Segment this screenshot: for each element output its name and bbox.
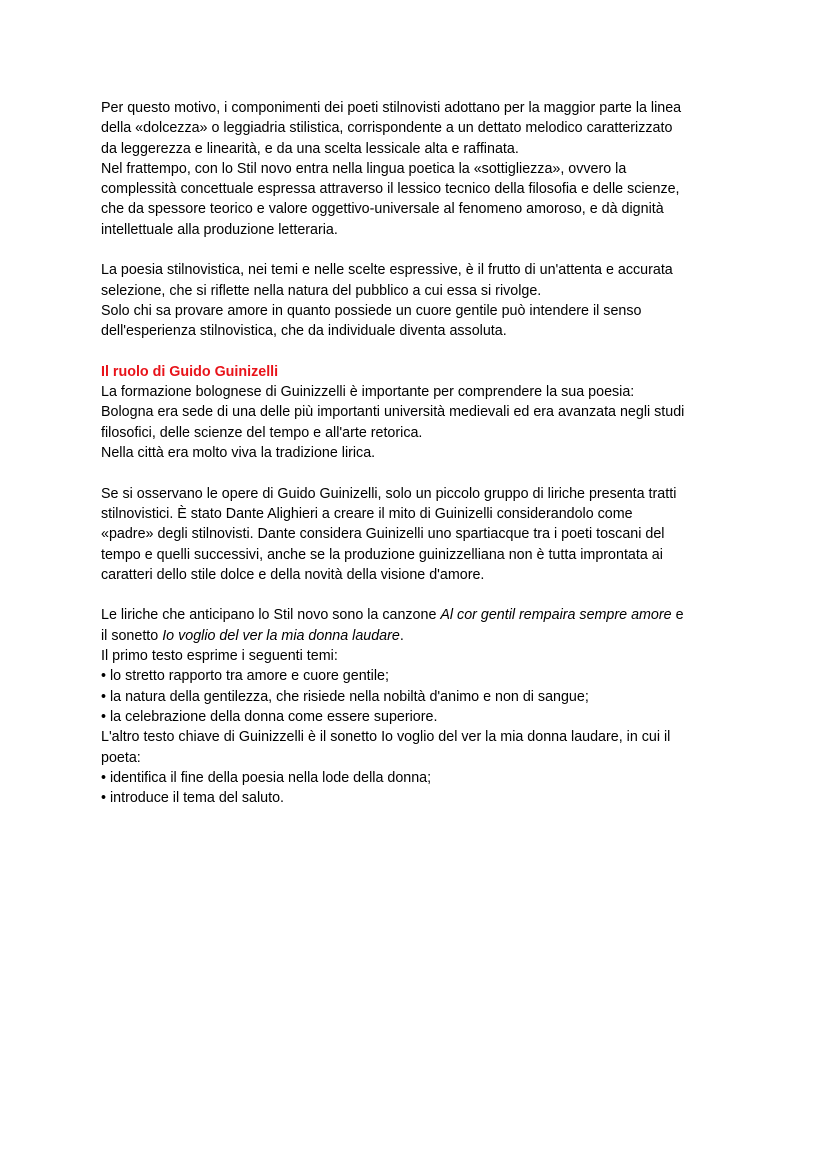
list-intro: Il primo testo esprime i seguenti temi: — [101, 648, 338, 665]
bullet-list-poeta — [101, 768, 741, 809]
paragraph-spacer — [101, 240, 741, 260]
text-line: stilnovistici. È stato Dante Alighieri a creare il mito di Guinizelli considerandolo come — [101, 505, 633, 522]
text-line: Nel frattempo, con lo Stil novo entra nella lingua poetica la «sottigliezza», ovvero la — [101, 160, 627, 177]
list-item: • lo stretto rapporto tra amore e cuore gentile; — [101, 668, 389, 685]
paragraph-tradizione-lirica: Nella città era molto viva la tradizione lirica. — [101, 445, 376, 462]
paragraph-selezione — [101, 260, 741, 301]
paragraph-sottigliezza — [101, 159, 741, 240]
text-line: Se si osservano le opere di Guido Guinizelli, solo un piccolo gruppo di liriche presenta tratti — [101, 485, 677, 502]
text-line: tempo e quelli successivi, anche se la produzione guinizzelliana non è tutta improntata ai — [101, 546, 663, 563]
text-line: dell'esperienza stilnovistica, che da individuale diventa assoluta. — [101, 323, 507, 340]
text-line: intellettuale alla produzione letteraria. — [101, 221, 338, 238]
text-line — [101, 605, 741, 625]
text-run: e — [671, 607, 684, 624]
document-page — [101, 98, 741, 808]
list-item: • identifica il fine della poesia nella lode della donna; — [101, 769, 432, 786]
paragraph-liriche — [101, 605, 741, 646]
text-line: che da spessore teorico e valore oggettivo-universale al fenomeno amoroso, e dà dignità — [101, 201, 664, 218]
text-line: filosofici, delle scienze del tempo e all'arte retorica. — [101, 424, 423, 441]
text-line: «padre» degli stilnovisti. Dante considera Guinizelli uno spartiacque tra i poeti toscani del — [101, 526, 665, 543]
list-item: • la celebrazione della donna come essere superiore. — [101, 708, 438, 725]
paragraph-altro-testo — [101, 727, 741, 768]
text-line: La poesia stilnovistica, nei temi e nelle scelte espressive, è il frutto di un'attenta e accurata — [101, 262, 673, 279]
text-line: L'altro testo chiave di Guinizzelli è il sonetto Io voglio del ver la mia donna laudare, in cui il — [101, 729, 671, 746]
text-run: il sonetto — [101, 627, 163, 644]
text-line: Bologna era sede di una delle più importanti università medievali ed era avanzata negli studi — [101, 404, 685, 421]
text-line: Solo chi sa provare amore in quanto possiede un cuore gentile può intendere il senso — [101, 302, 642, 319]
paragraph-cuore-gentile — [101, 301, 741, 342]
text-line: complessità concettuale espressa attraverso il lessico tecnico della filosofia e delle scienze, — [101, 181, 680, 198]
text-line: selezione, che si riflette nella natura del pubblico a cui essa si rivolge. — [101, 282, 542, 299]
paragraph-dolcezza — [101, 98, 741, 159]
paragraph-spacer — [101, 342, 741, 362]
paragraph-spacer — [101, 585, 741, 605]
text-line: della «dolcezza» o leggiadria stilistica, corrispondente a un dettato melodico caratterizzato — [101, 120, 673, 137]
text-run: Le liriche che anticipano lo Stil novo sono la canzone — [101, 607, 441, 624]
text-line — [101, 626, 741, 646]
list-item: • introduce il tema del saluto. — [101, 790, 285, 807]
text-line: poeta: — [101, 749, 141, 766]
paragraph-spacer — [101, 463, 741, 483]
section-heading: Il ruolo di Guido Guinizelli — [101, 363, 279, 380]
text-line: La formazione bolognese di Guinizzelli è importante per comprendere la sua poesia: — [101, 384, 635, 401]
paragraph-formazione-bolognese — [101, 382, 741, 443]
text-line: da leggerezza e linearità, e da una scelta lessicale alta e raffinata. — [101, 140, 519, 157]
work-title: Io voglio del ver la mia donna laudare — [162, 627, 400, 644]
text-line: Per questo motivo, i componimenti dei poeti stilnovisti adottano per la maggior parte la linea — [101, 100, 682, 116]
work-title: Al cor gentil rempaira sempre amore — [440, 607, 672, 624]
text-run: . — [399, 627, 404, 644]
list-item: • la natura della gentilezza, che risiede nella nobiltà d'animo e non di sangue; — [101, 688, 589, 705]
bullet-list-temi — [101, 666, 741, 727]
text-line: caratteri dello stile dolce e della novità della visione d'amore. — [101, 566, 485, 583]
paragraph-opere-guinizelli — [101, 484, 741, 585]
